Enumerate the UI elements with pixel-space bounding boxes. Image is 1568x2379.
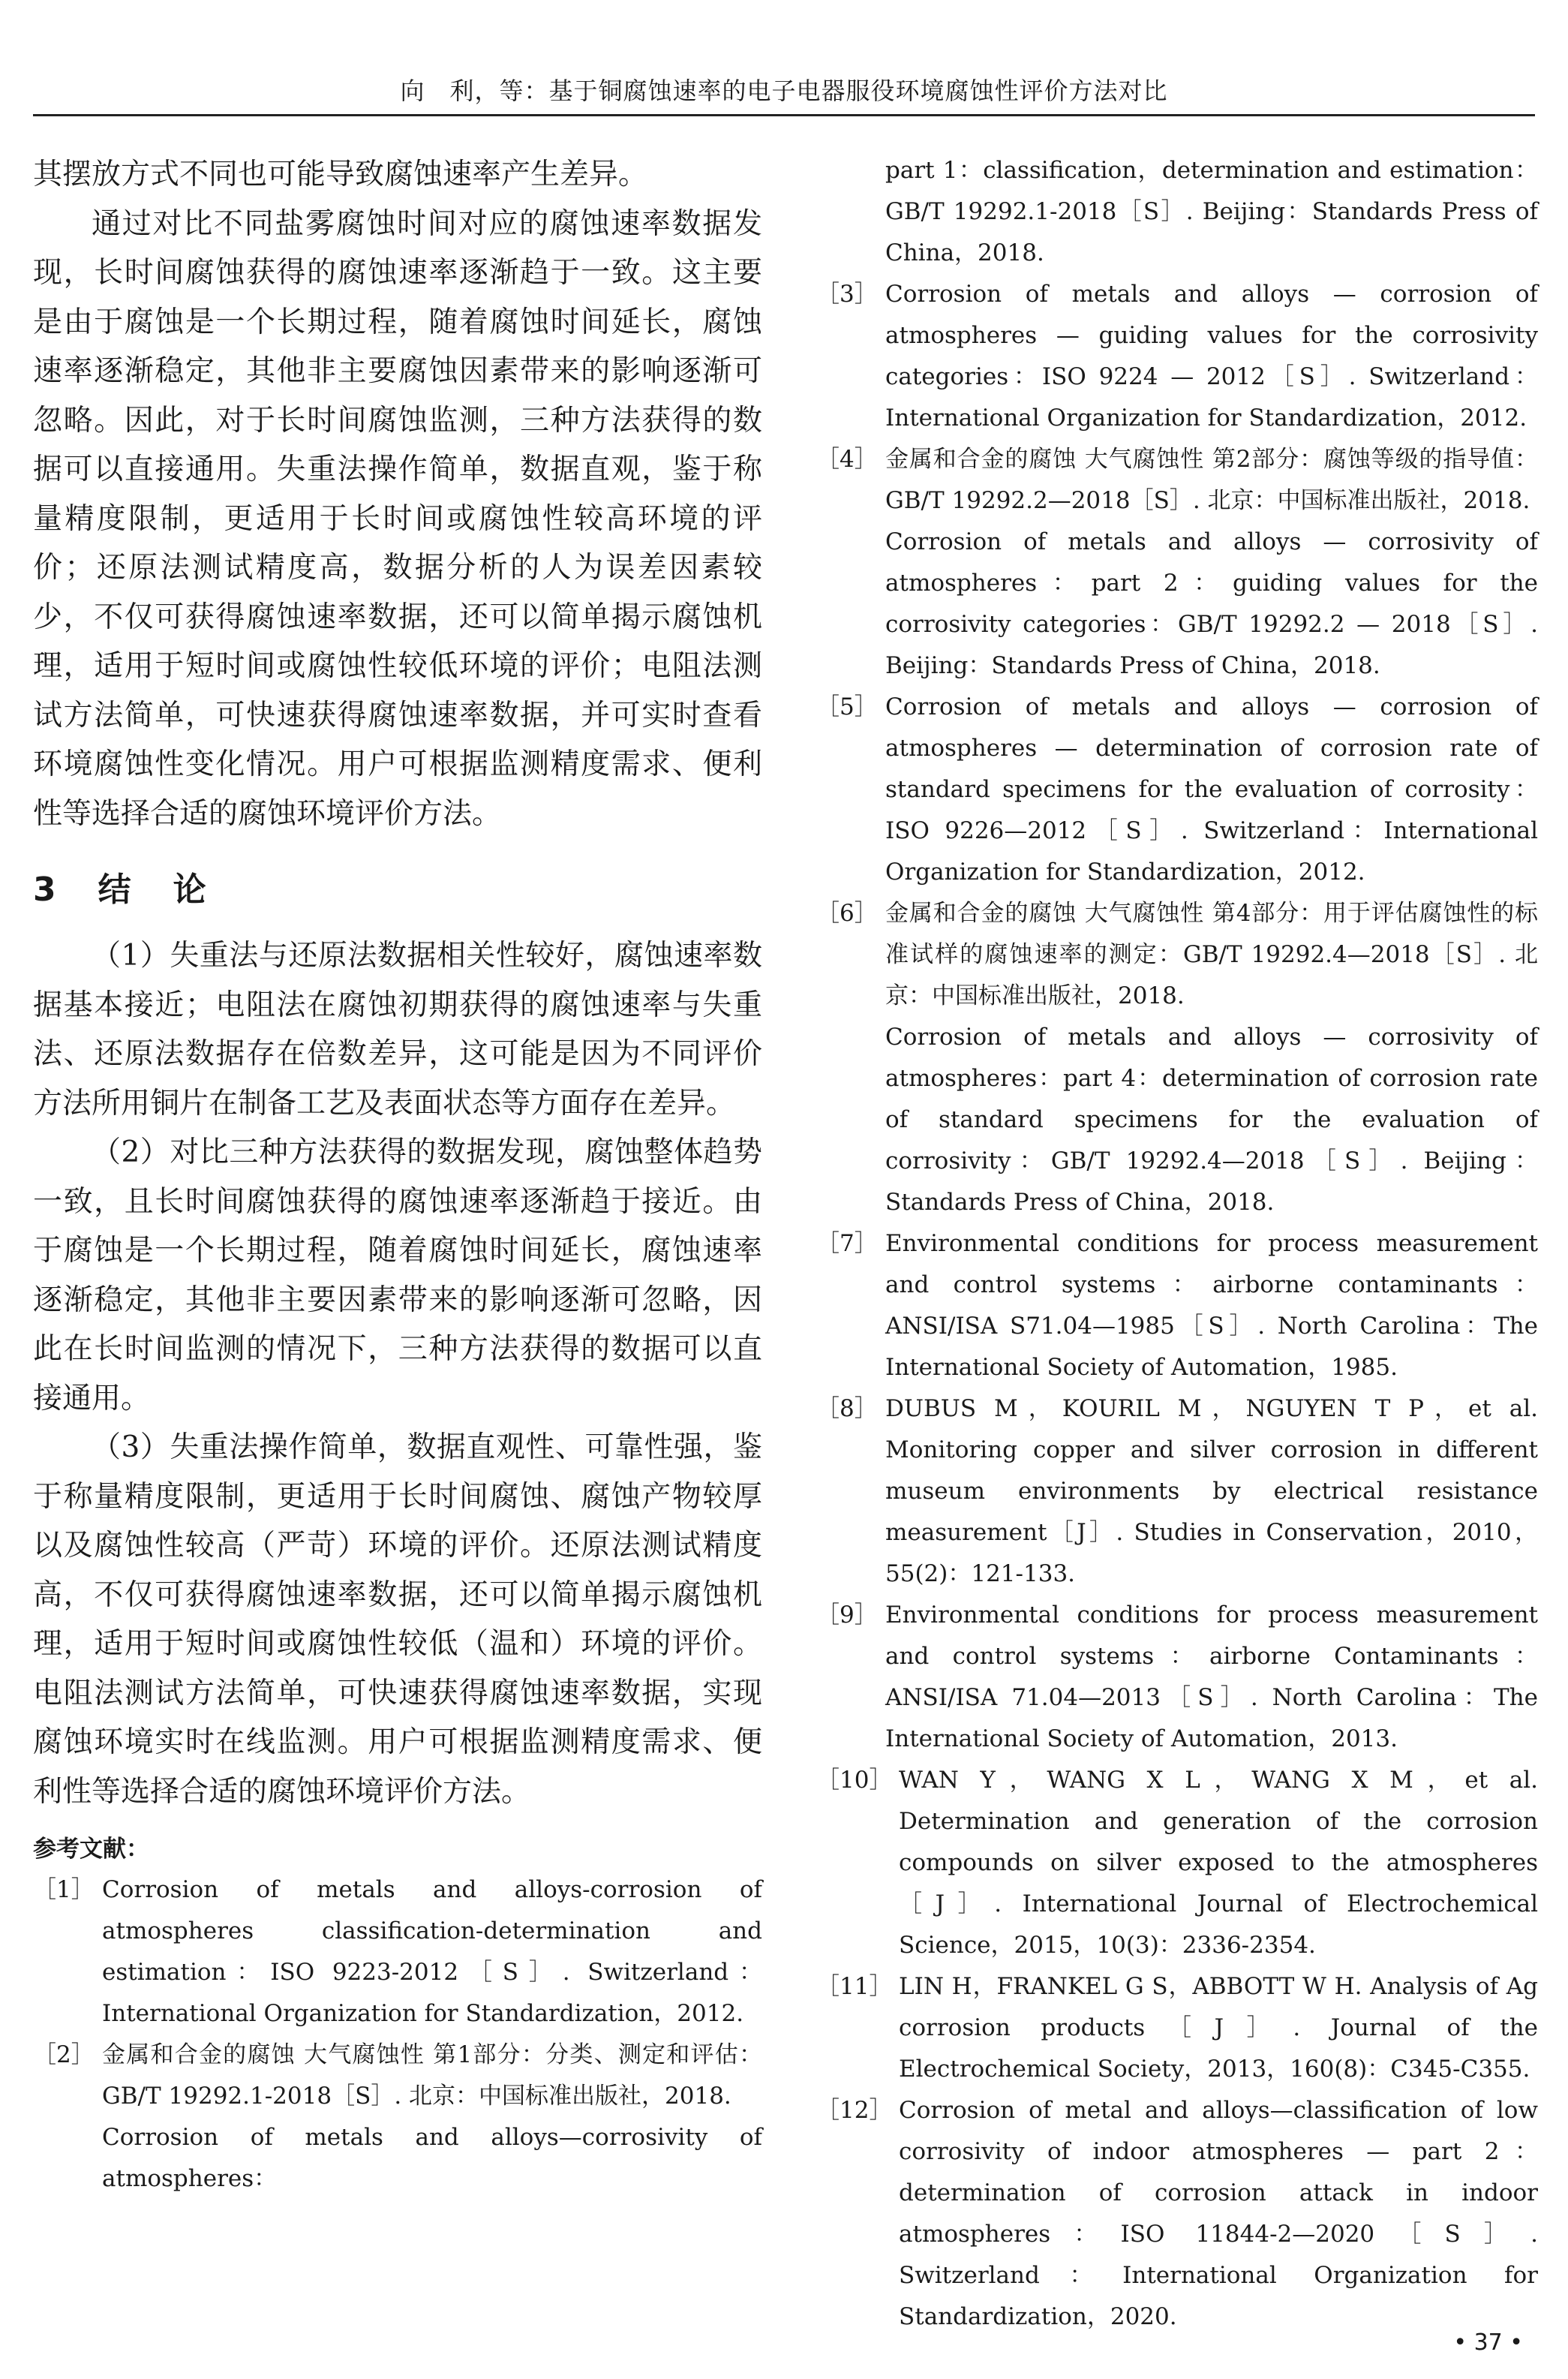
conclusion-item-2: （2）对比三种方法获得的数据发现，腐蚀整体趋势一致，且长时间腐蚀获得的腐蚀速率逐渐趋于接近。由于腐蚀是一个长期过程，随着腐蚀时间延长，腐蚀速率逐渐稳定，其他非主要因素带来的影响逐渐可忽略，因此在长时间监测的情况下，三种方法获得的数据可以直接通用。 bbox=[33, 1135, 762, 1415]
reference-text: Corrosion of metals and alloys — corrosion of atmospheres — guiding values for the corrosivity categories：ISO 9224 — 2012［S］. Switzerland：International Organization for Standardization，2012. bbox=[885, 281, 1538, 432]
references-title: 参考文献： bbox=[33, 1836, 149, 1863]
reference-translation: Corrosion of metals and alloys — corrosivity of atmospheres：part 4：determination of corrosion rate of standard specimens for the evaluation of corrosivity：GB/T 19292.4—2018［S］. Beijing：Standards Press of China，2018. bbox=[885, 1024, 1538, 1216]
reference-text: LIN H，FRANKEL G S，ABBOTT W H. Analysis of Ag corrosion products［J］. Journal of the Electrochemical Society，2013，160(8)：C345-C355. bbox=[899, 1973, 1538, 2083]
section-title-conclusion: 3 结 论 bbox=[33, 871, 211, 909]
reference-number: ［12］ bbox=[816, 2097, 893, 2124]
reference-number: ［5］ bbox=[816, 693, 878, 720]
reference-text: 金属和合金的腐蚀 大气腐蚀性 第4部分：用于评估腐蚀性的标准试样的腐蚀速率的测定：GB/T 19292.4—2018［S］. 北京：中国标准出版社，2018. bbox=[885, 900, 1538, 1009]
reference-text: Environmental conditions for process measurement and control systems：airborne Contaminants：ANSI/ISA 71.04—2013［S］. North Carolina：The International Society of Automation，2013. bbox=[885, 1602, 1538, 1752]
reference-item bbox=[33, 1869, 762, 2035]
reference-text: Corrosion of metal and alloys—classification of low corrosivity of indoor atmospheres — part 2：determination of corrosion attack in indoor atmospheres：ISO 11844-2—2020［S］. Switzerland：International Organization for Standardization，2020. bbox=[899, 2097, 1538, 2330]
reference-item bbox=[33, 2035, 762, 2117]
reference-item bbox=[816, 2090, 1538, 2338]
reference-number: ［6］ bbox=[816, 900, 878, 927]
reference-text: Corrosion of metals and alloys-corrosion of atmospheres classification-determination and estimation：ISO 9223-2012［S］. Switzerland： International Organization for Standardization，2012. bbox=[102, 1876, 762, 2027]
reference-number: ［4］ bbox=[816, 446, 878, 473]
reference-number: ［10］ bbox=[816, 1767, 893, 1794]
reference-item bbox=[816, 1760, 1538, 1966]
left-column bbox=[33, 150, 762, 2200]
page-number: • 37 • bbox=[1453, 2329, 1523, 2356]
reference-item bbox=[816, 1966, 1538, 2090]
reference-item bbox=[816, 274, 1538, 439]
reference-number: ［2］ bbox=[33, 2041, 95, 2068]
paragraph-continuation: 其摆放方式不同也可能导致腐蚀速率产生差异。 bbox=[33, 158, 648, 191]
reference-number: ［1］ bbox=[33, 1876, 95, 1903]
reference-text: Corrosion of metals and alloys — corrosion of atmospheres — determination of corrosion rate of standard specimens for the evaluation of corrosity：ISO 9226—2012［S］. Switzerland：International Organization for Standardization，2012. bbox=[885, 693, 1538, 886]
reference-number: ［3］ bbox=[816, 281, 878, 308]
conclusion-item-3: （3）失重法操作简单，数据直观性、可靠性强，鉴于称量精度限制，更适用于长时间腐蚀、腐蚀产物较厚以及腐蚀性较高（严苛）环境的评价。还原法测试精度高，不仅可获得腐蚀速率数据，还可以简单揭示腐蚀机理，适用于短时间或腐蚀性较低（温和）环境的评价。电阻法测试方法简单，可快速获得腐蚀速率数据，实现腐蚀环境实时在线监测。用户可根据监测精度需求、便利性等选择合适的腐蚀环境评价方法。 bbox=[33, 1430, 762, 1809]
reference-item bbox=[816, 1388, 1538, 1595]
reference-text: WAN Y，WANG X L，WANG X M，et al. Determination and generation of the corrosion compounds on silver exposed to the atmospheres［J］. International Journal of Electrochemical Science，2015，10(3)：2336-2354. bbox=[899, 1767, 1538, 1959]
header-rule bbox=[33, 114, 1535, 116]
reference-item bbox=[816, 893, 1538, 1017]
reference-number: ［11］ bbox=[816, 1973, 893, 2000]
reference-number: ［7］ bbox=[816, 1230, 878, 1257]
reference-text: DUBUS M，KOURIL M，NGUYEN T P，et al. Monitoring copper and silver corrosion in different museum environments by electrical resistance measurement［J］. Studies in Conservation，2010，55(2)：121-133. bbox=[885, 1395, 1538, 1587]
reference-item bbox=[816, 687, 1538, 893]
reference-item bbox=[816, 439, 1538, 522]
reference-translation: Corrosion of metals and alloys—corrosivity of atmospheres： bbox=[102, 2124, 762, 2192]
reference-number: ［9］ bbox=[816, 1602, 878, 1629]
reference-translation: part 1：classification，determination and estimation：GB/T 19292.1-2018［S］. Beijing：Standards Press of China，2018. bbox=[885, 157, 1538, 266]
right-column bbox=[816, 150, 1538, 2338]
reference-text: Environmental conditions for process measurement and control systems：airborne contaminants：ANSI/ISA S71.04—1985［S］. North Carolina：The International Society of Automation，1985. bbox=[885, 1230, 1538, 1381]
running-header: 向 利，等：基于铜腐蚀速率的电子电器服役环境腐蚀性评价方法对比 bbox=[400, 77, 1168, 105]
reference-item bbox=[816, 1223, 1538, 1388]
reference-translation: Corrosion of metals and alloys — corrosivity of atmospheres：part 2：guiding values for the corrosivity categories：GB/T 19292.2 — 2018［S］. Beijing：Standards Press of China，2018. bbox=[885, 528, 1538, 679]
paragraph-discussion: 通过对比不同盐雾腐蚀时间对应的腐蚀速率数据发现，长时间腐蚀获得的腐蚀速率逐渐趋于一致。这主要是由于腐蚀是一个长期过程，随着腐蚀时间延长，腐蚀速率逐渐稳定，其他非主要腐蚀因素带来的影响逐渐可忽略。因此，对于长时间腐蚀监测，三种方法获得的数据可以直接通用。失重法操作简单，数据直观，鉴于称量精度限制，更适用于长时间或腐蚀性较高环境的评价；还原法测试精度高，数据分析的人为误差因素较少，不仅可获得腐蚀速率数据，还可以简单揭示腐蚀机理，适用于短时间或腐蚀性较低环境的评价；电阻法测试方法简单，可快速获得腐蚀速率数据，并可实时查看环境腐蚀性变化情况。用户可根据监测精度需求、便利性等选择合适的腐蚀环境评价方法。 bbox=[33, 206, 762, 831]
reference-text: 金属和合金的腐蚀 大气腐蚀性 第1部分：分类、测定和评估：GB/T 19292.1-2018［S］. 北京：中国标准出版社，2018. bbox=[102, 2041, 762, 2110]
reference-number: ［8］ bbox=[816, 1395, 878, 1422]
reference-item bbox=[816, 1595, 1538, 1760]
reference-text: 金属和合金的腐蚀 大气腐蚀性 第2部分：腐蚀等级的指导值：GB/T 19292.2—2018［S］. 北京：中国标准出版社，2018. bbox=[885, 446, 1538, 514]
conclusion-item-1: （1）失重法与还原法数据相关性较好，腐蚀速率数据基本接近；电阻法在腐蚀初期获得的腐蚀速率与失重法、还原法数据存在倍数差异，这可能是因为不同评价方法所用铜片在制备工艺及表面状态等方面存在差异。 bbox=[33, 939, 762, 1120]
